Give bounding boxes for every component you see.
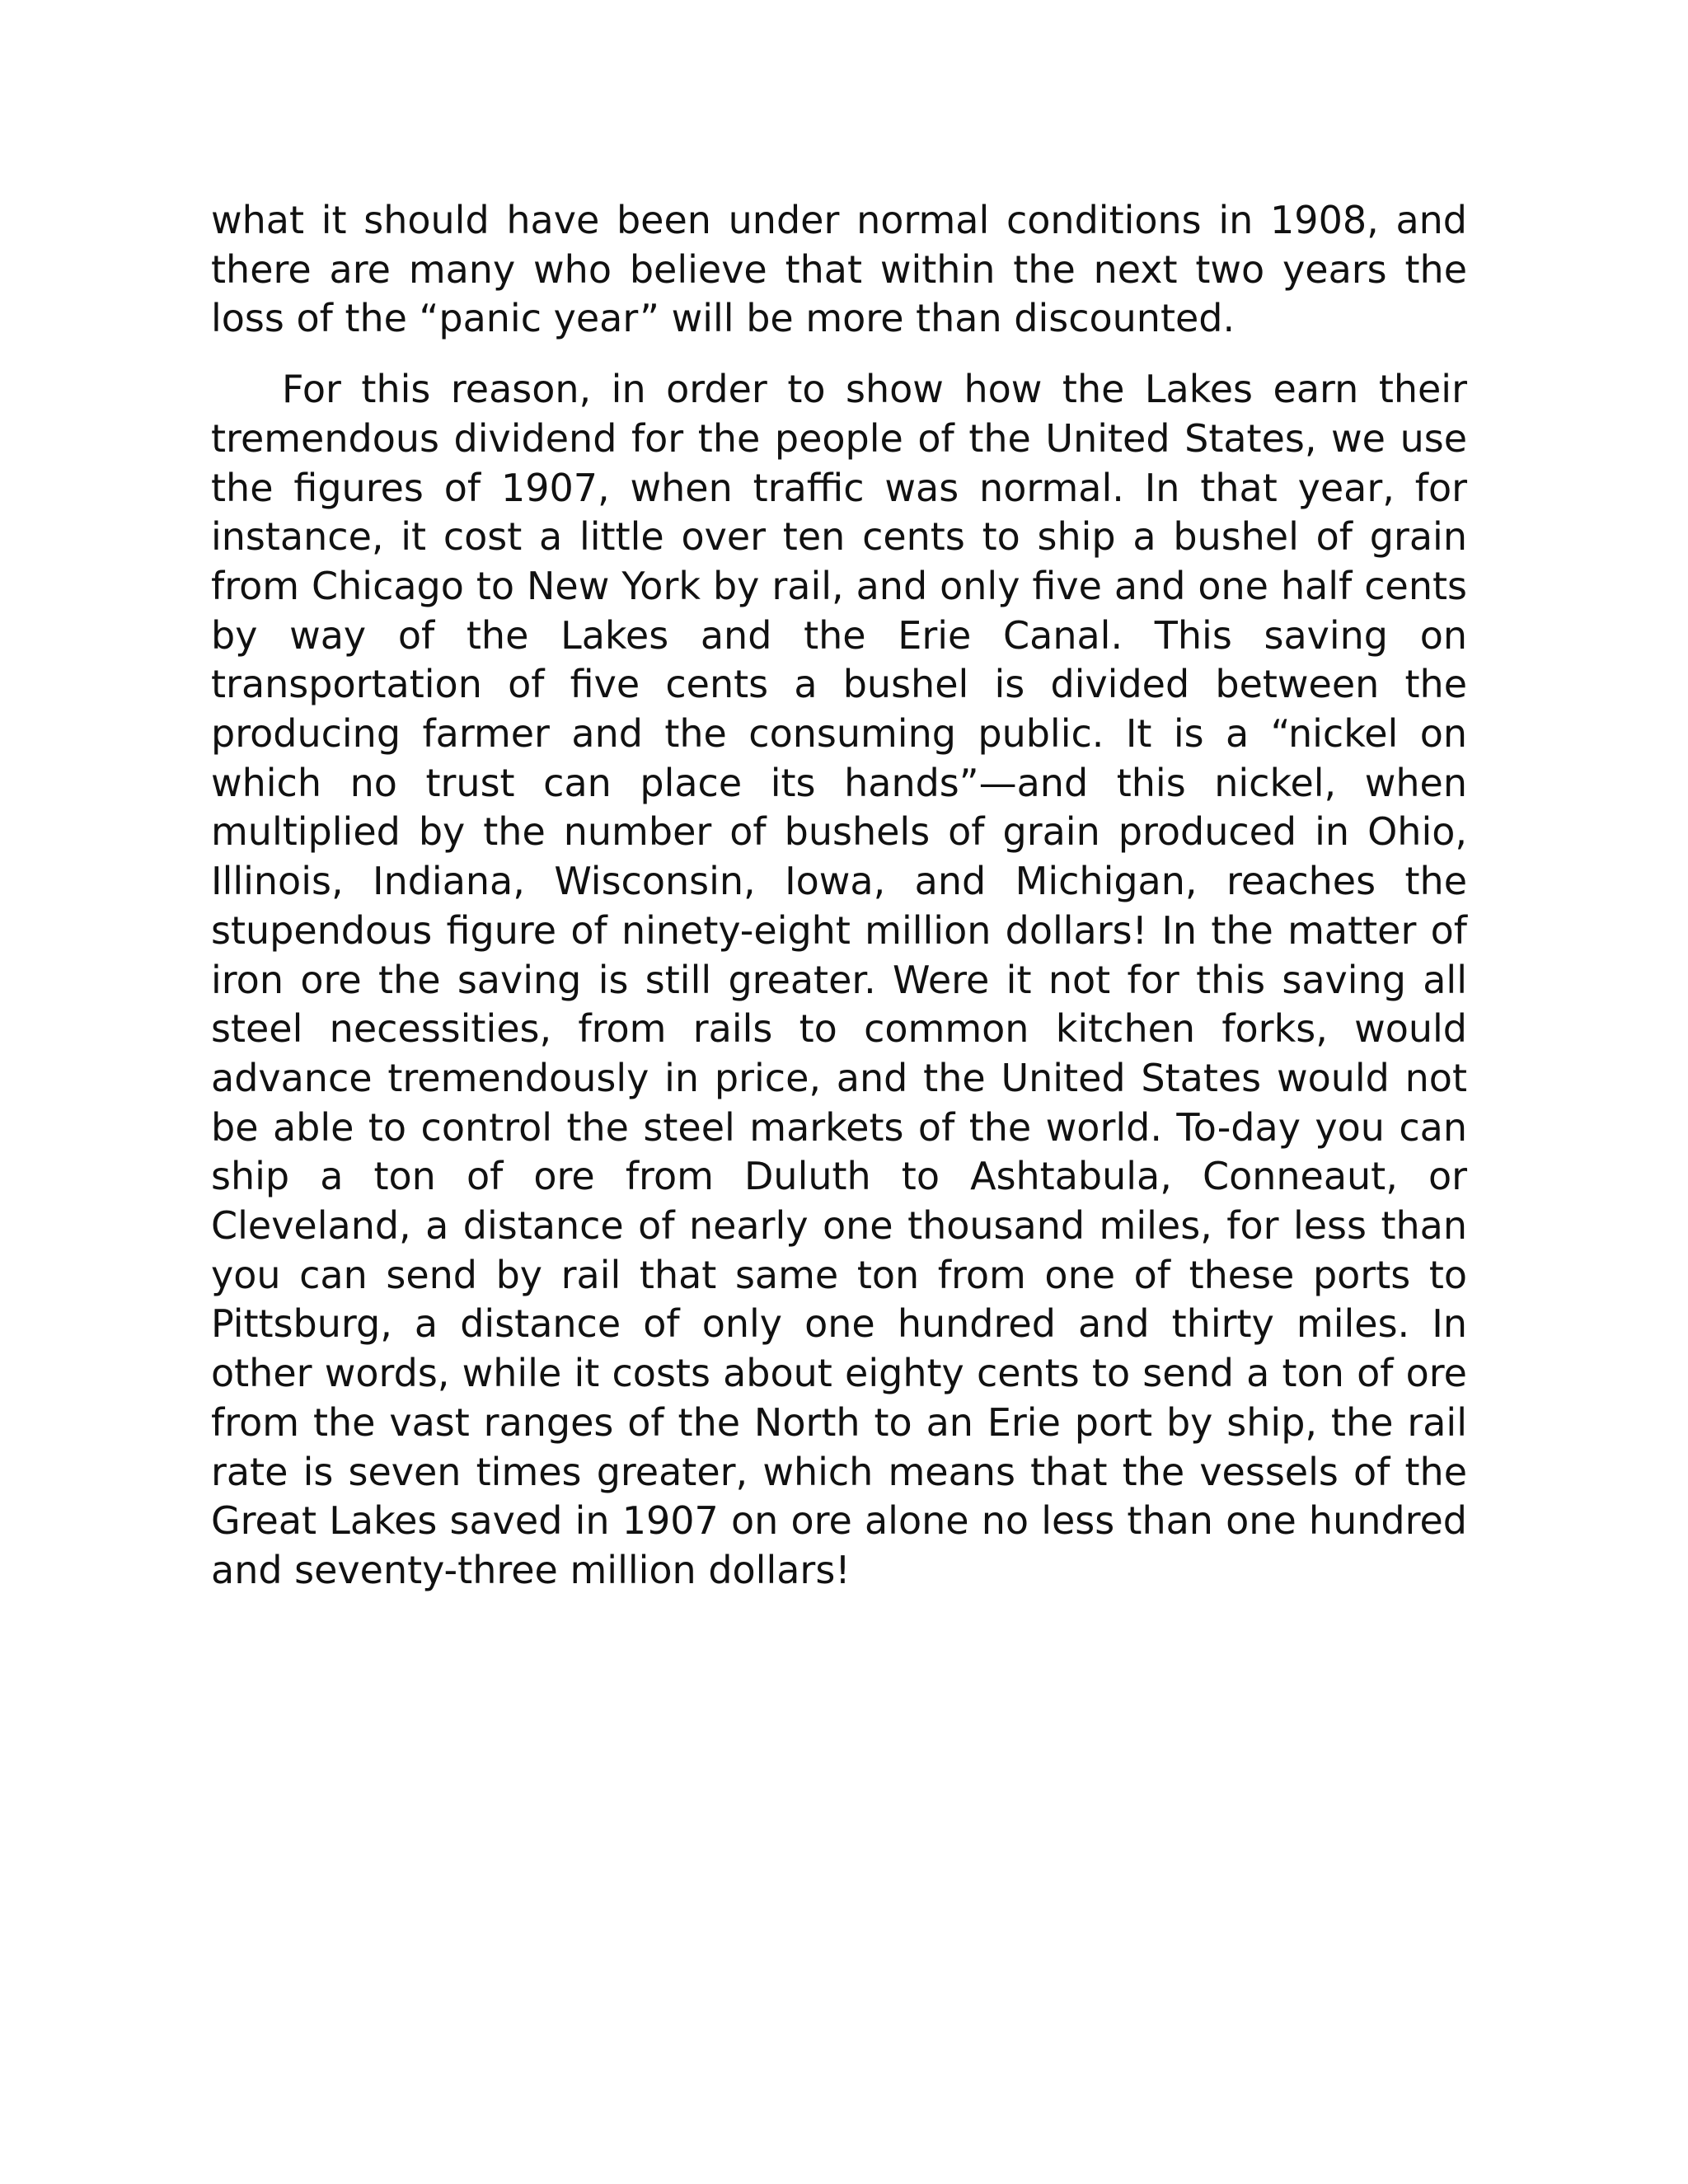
paragraph-continued: what it should have been under normal conditions in 1908, and there are many who believe that within the next two years the loss of the “panic year” will be more than discounted. (211, 198, 1467, 341)
body-text (211, 196, 1467, 1596)
paragraph-lakes-dividend: For this reason, in order to show how the Lakes earn their tremendous dividend for the people of the United States, we use the figures of 1907, when traffic was normal. In that year, for instance, it cost a little over ten cents to ship a bushel of grain from Chicago to New York by rail, and only five and one half cents by way of the Lakes and the Erie Canal. This saving on transportation of five cents a bushel is divided between the producing farmer and the consuming public. It is a “nickel on which no trust can place its hands”—and this nickel, when multiplied by the number of bushels of grain produced in Ohio, Illinois, Indiana, Wisconsin, Iowa, and Michigan, reaches the stupendous figure of ninety-eight million dollars! In the matter of iron ore the saving is still greater. Were it not for this saving all steel necessities, from rails to common kitchen forks, would advance tremendously in price, and the United States would not be able to control the steel markets of the world. To-day you can ship a ton of ore from Duluth to Ashtabula, Conneaut, or Cleveland, a distance of nearly one thousand miles, for less than you can send by rail that same ton from one of these ports to Pittsburg, a distance of only one hundred and thirty miles. In other words, while it costs about eighty cents to send a ton of ore from the vast ranges of the North to an Erie port by ship, the rail rate is seven times greater, which means that the vessels of the Great Lakes saved in 1907 on ore alone no less than one hundred and seventy-three million dollars! (211, 367, 1467, 1592)
